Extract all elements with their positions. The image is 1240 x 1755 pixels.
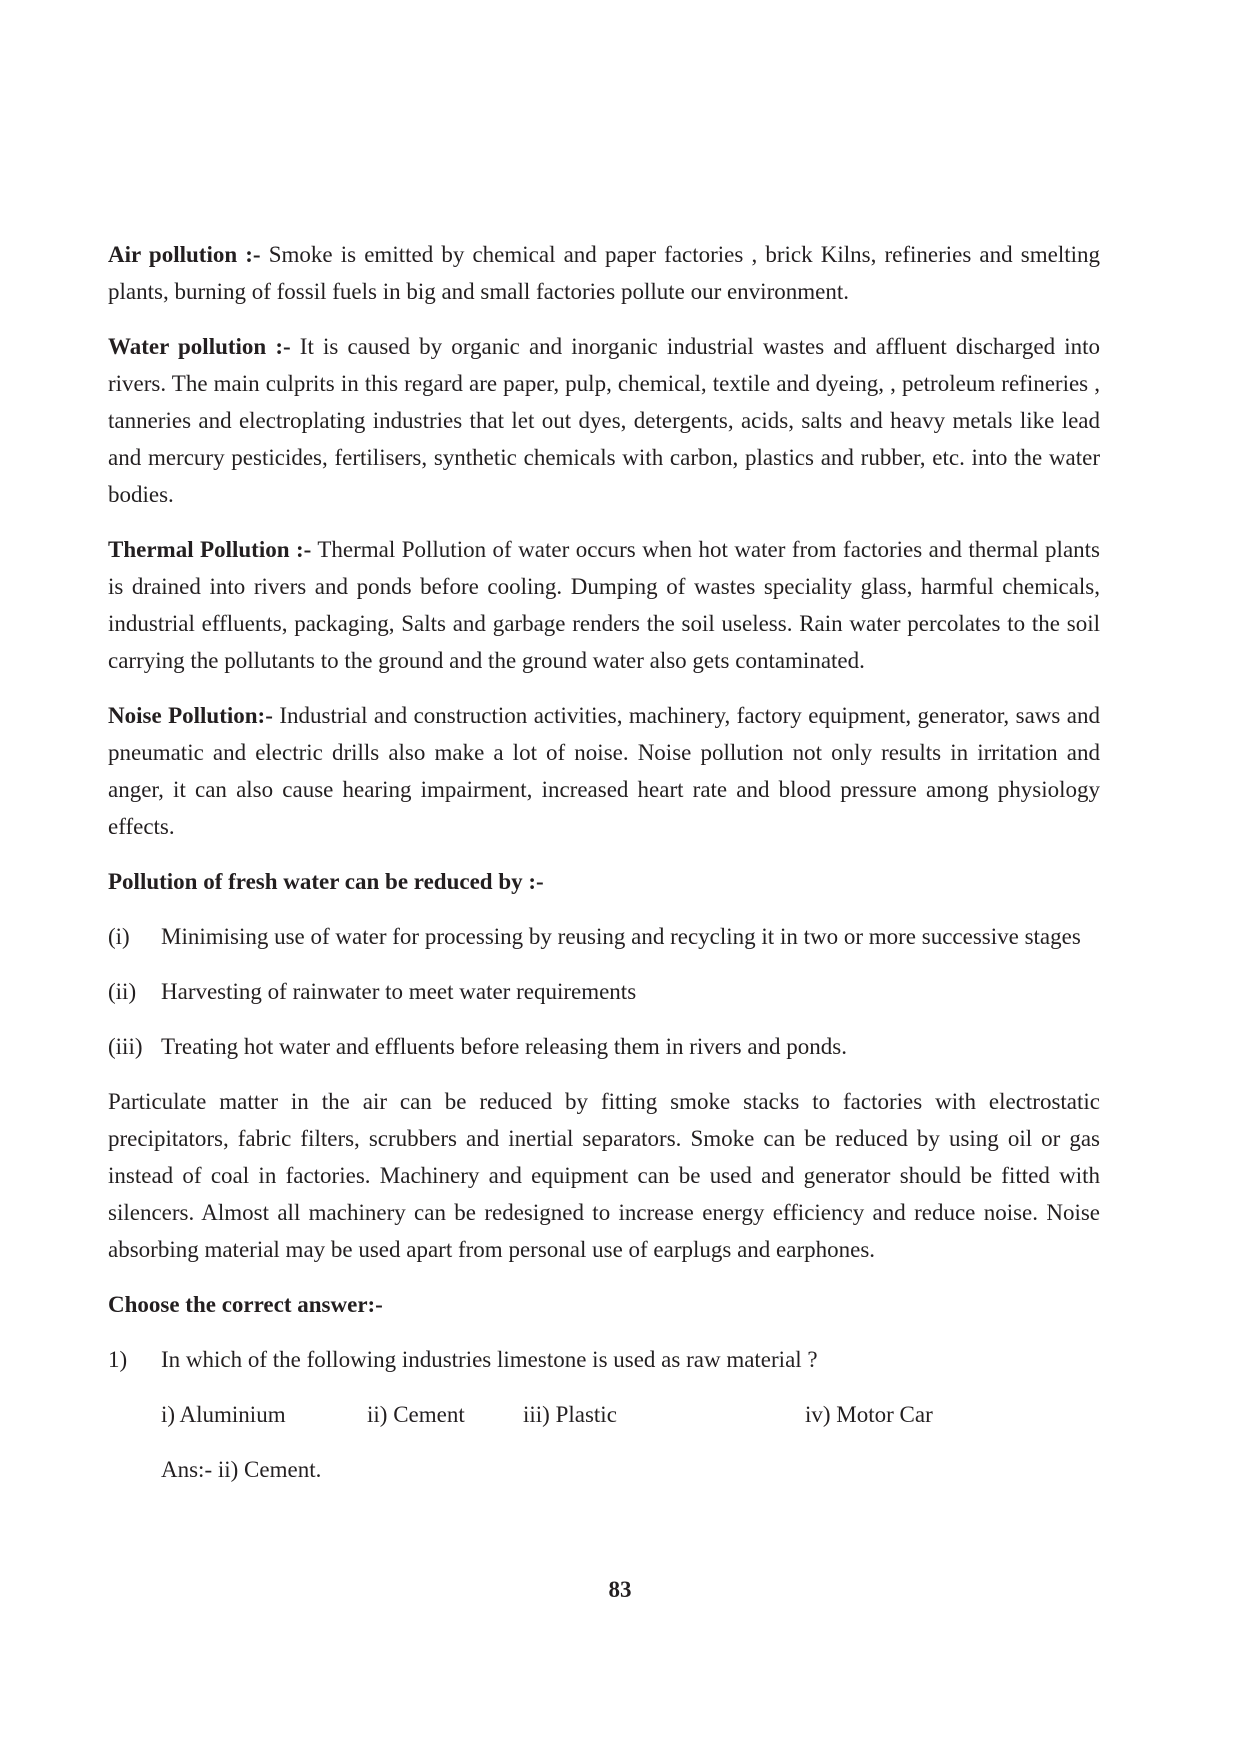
quiz-heading: Choose the correct answer:- [108,1292,383,1317]
list-item-text: Treating hot water and effluents before releasing them in rivers and ponds. [161,1034,847,1059]
noise-pollution-paragraph [108,697,1100,845]
list-item-text: Minimising use of water for processing by reusing and recycling it in two or more successive stages [161,924,1081,949]
option-4: iv) Motor Car [805,1402,933,1427]
thermal-pollution-label: Thermal Pollution :- [108,537,312,562]
water-pollution-text: It is caused by organic and inorganic industrial wastes and affluent discharged into rivers. The main culprits in this regard are paper, pulp, chemical, textile and dyeing, , petroleum refineries , tanneries and electroplating industries that let out dyes, detergents, acids, salts and heavy metals like lead and mercury pesticides, fertilisers, synthetic chemicals with carbon, plastics and rubber, etc. into the water bodies. [108,334,1100,507]
quiz-question [108,1341,1100,1378]
air-pollution-text: Smoke is emitted by chemical and paper factories , brick Kilns, refineries and smelting plants, burning of fossil fuels in big and small factories pollute our environment. [108,242,1100,304]
answer-options [108,1396,1100,1433]
page-content [108,236,1100,1488]
fresh-water-heading: Pollution of fresh water can be reduced by :- [108,869,544,894]
noise-pollution-label: Noise Pollution:- [108,703,273,728]
question-number: 1) [108,1347,128,1372]
air-pollution-paragraph [108,236,1100,310]
list-item-number: (ii) [108,979,137,1004]
list-item [108,973,1100,1010]
option-1: i) Aluminium [161,1402,286,1427]
particulate-paragraph: Particulate matter in the air can be reduced by fitting smoke stacks to factories with electrostatic precipitators, fabric filters, scrubbers and inertial separators. Smoke can be reduced by using oil or gas instead of coal in factories. Machinery and equipment can be used and generator should be fitted with silencers. Almost all machinery can be redesigned to increase energy efficiency and reduce noise. Noise absorbing material may be used apart from personal use of earplugs and earphones. [108,1089,1100,1262]
air-pollution-label: Air pollution :- [108,242,261,267]
list-item [108,918,1100,955]
thermal-pollution-text: Thermal Pollution of water occurs when hot water from factories and thermal plants is drained into rivers and ponds before cooling. Dumping of wastes speciality glass, harmful chemicals, industrial effluents, packaging, Salts and garbage renders the soil useless. Rain water percolates to the soil carrying the pollutants to the ground and the ground water also gets contaminated. [108,537,1100,673]
list-item-text: Harvesting of rainwater to meet water requirements [161,979,637,1004]
list-item-number: (iii) [108,1034,143,1059]
answer-text: Ans:- ii) Cement. [161,1457,322,1482]
option-2: ii) Cement [367,1402,465,1427]
thermal-pollution-paragraph [108,531,1100,679]
option-3: iii) Plastic [523,1402,617,1427]
noise-pollution-text: Industrial and construction activities, machinery, factory equipment, generator, saws and pneumatic and electric drills also make a lot of noise. Noise pollution not only results in irritation and anger, it can also cause hearing impairment, increased heart rate and blood pressure among physiology effects. [108,703,1100,839]
list-item-number: (i) [108,924,130,949]
water-pollution-paragraph [108,328,1100,513]
list-item [108,1028,1100,1065]
question-text: In which of the following industries limestone is used as raw material ? [161,1347,818,1372]
page-number: 83 [608,1577,632,1602]
water-pollution-label: Water pollution :- [108,334,291,359]
